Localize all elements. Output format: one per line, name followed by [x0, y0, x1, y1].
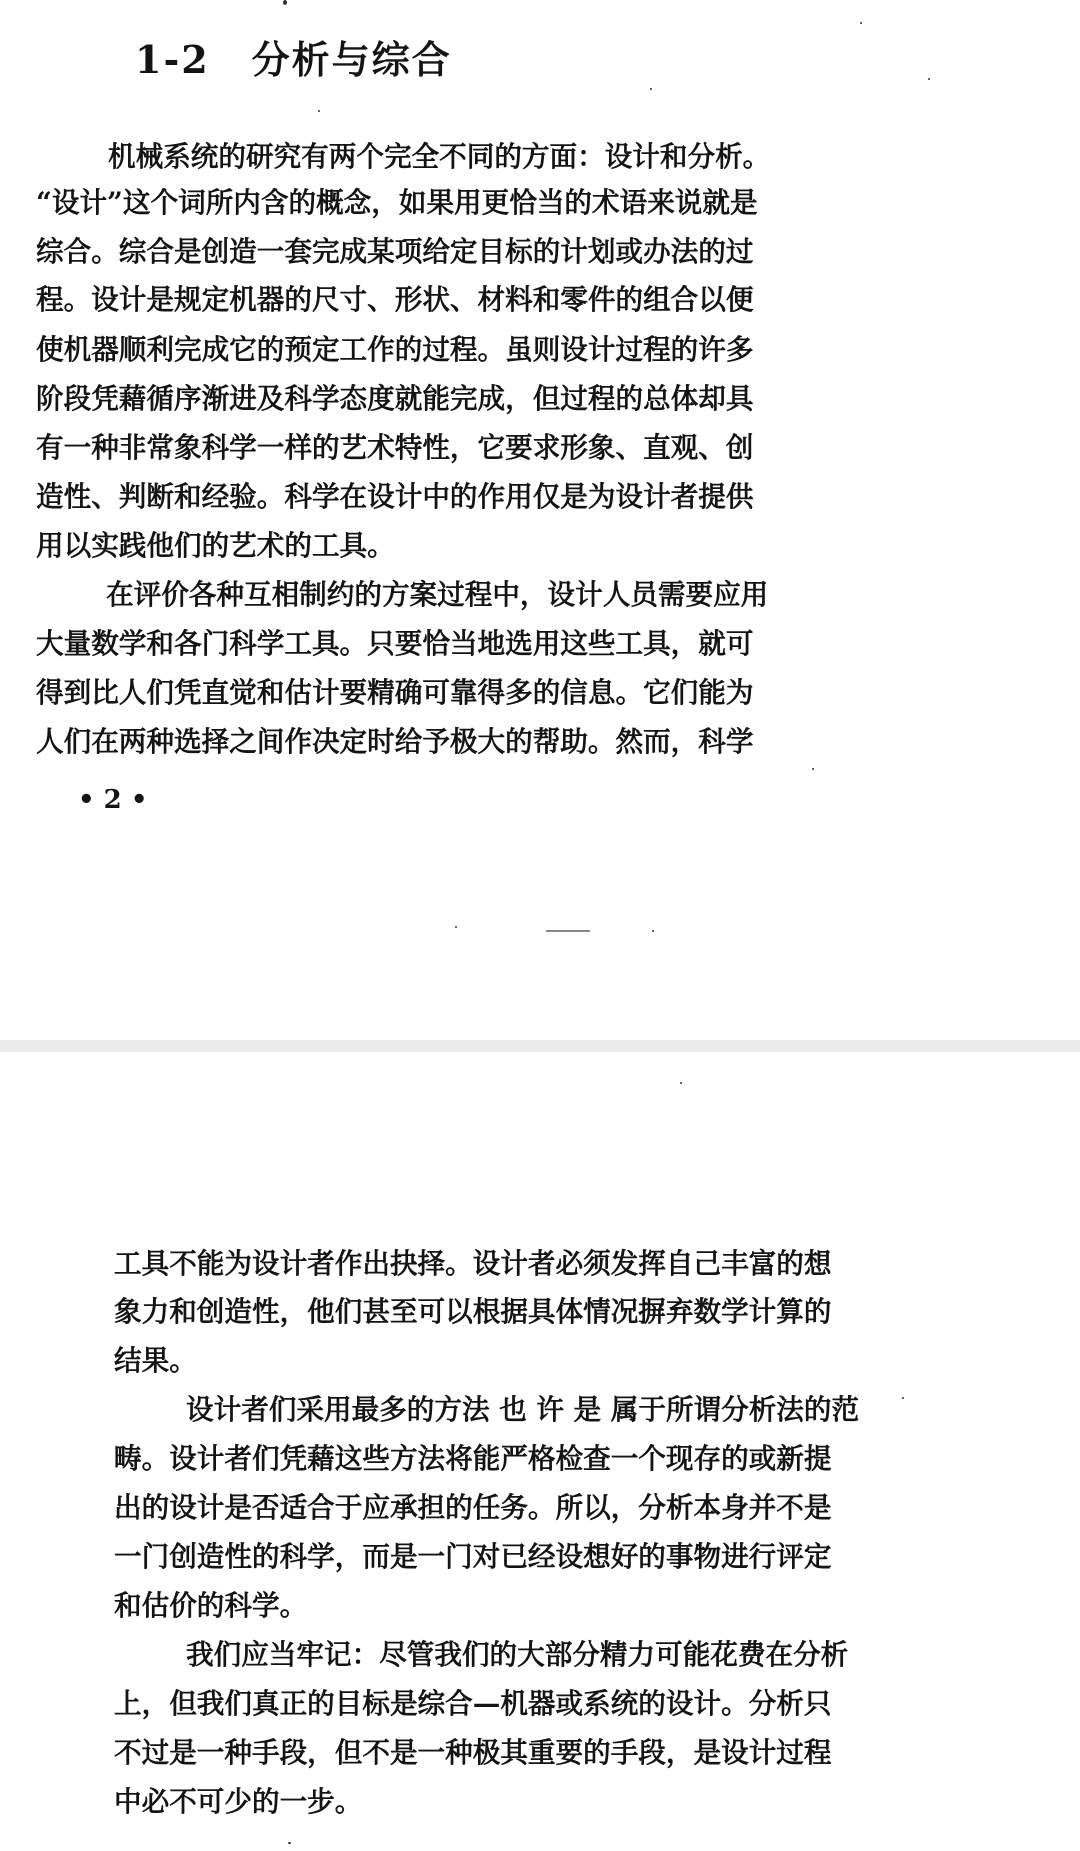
text-line: 有一种非常象科学一样的艺术特性，它要求形象、直观、创: [36, 431, 754, 464]
scan-speck: [283, 0, 287, 5]
scan-speck: [288, 1842, 291, 1844]
text-line: 设计者们采用最多的方法 也 许 是 属于所谓分析法的范: [186, 1393, 860, 1426]
text-line: 工具不能为设计者作出抉择。设计者必须发挥自己丰富的想: [114, 1247, 832, 1280]
text-line: 综合。综合是创造一套完成某项给定目标的计划或办法的过: [36, 235, 754, 268]
scan-speck: [928, 78, 930, 80]
text-line: 畴。设计者们凭藉这些方法将能严格检查一个现存的或新提: [114, 1442, 832, 1475]
text-line: 造性、判断和经验。科学在设计中的作用仅是为设计者提供: [36, 480, 754, 513]
scan-speck: [652, 930, 654, 932]
section-heading: [135, 30, 452, 90]
scan-speck: [680, 1082, 682, 1084]
scan-speck: [860, 22, 862, 24]
text-line: 使机器顺利完成它的预定工作的过程。虽则设计过程的许多: [36, 333, 754, 366]
scan-speck: [812, 768, 814, 770]
text-line: 象力和创造性，他们甚至可以根据具体情况摒弃数学计算的: [114, 1295, 832, 1328]
text-line: 程。设计是规定机器的尺寸、形状、材料和零件的组合以便: [36, 283, 754, 316]
page-number: • 2 •: [78, 785, 148, 815]
page-divider: [0, 1040, 1080, 1052]
text-line: 我们应当牢记：尽管我们的大部分精力可能花费在分析: [186, 1638, 849, 1671]
text-line: 用以实践他们的艺术的工具。: [36, 529, 395, 562]
text-line: 得到比人们凭直觉和估计要精确可靠得多的信息。它们能为: [36, 676, 754, 709]
scan-speck: [455, 926, 457, 928]
text-line: 出的设计是否适合于应承担的任务。所以，分析本身并不是: [114, 1491, 832, 1524]
text-line: 不过是一种手段，但不是一种极其重要的手段，是设计过程: [114, 1736, 832, 1769]
text-line: 一门创造性的科学，而是一门对已经设想好的事物进行评定: [114, 1540, 832, 1573]
section-title: 分析与综合: [251, 37, 452, 82]
text-line: “设计”这个词所内含的概念，如果用更恰当的术语来说就是: [36, 186, 758, 219]
scan-speck: [902, 1397, 904, 1399]
text-line: 和估价的科学。: [114, 1589, 308, 1622]
text-line: 上，但我们真正的目标是综合—机器或系统的设计。分析只: [114, 1687, 832, 1720]
text-line: 在评价各种互相制约的方案过程中，设计人员需要应用: [106, 578, 769, 611]
text-line: 中必不可少的一步。: [114, 1785, 363, 1818]
scan-speck: [318, 110, 320, 112]
section-number: 1-2: [135, 37, 210, 82]
text-line: 人们在两种选择之间作决定时给予极大的帮助。然而，科学: [36, 725, 754, 758]
text-line: 机械系统的研究有两个完全不同的方面：设计和分析。: [108, 140, 771, 173]
page-bottom: [0, 1052, 1080, 1851]
scan-smudge: [546, 930, 590, 932]
text-line: 结果。: [114, 1344, 197, 1377]
text-line: 阶段凭藉循序渐进及科学态度就能完成，但过程的总体却具: [36, 382, 754, 415]
scan-speck: [650, 88, 652, 90]
text-line: 大量数学和各门科学工具。只要恰当地选用这些工具，就可: [36, 627, 754, 660]
